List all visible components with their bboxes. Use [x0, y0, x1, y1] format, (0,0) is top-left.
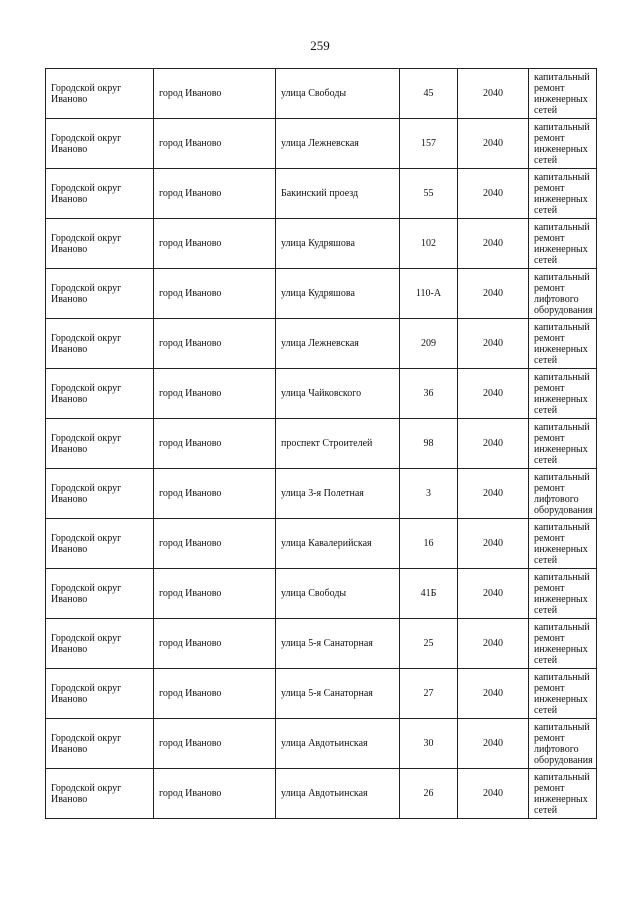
street-cell: улица Лежневская [276, 319, 400, 369]
work-type-cell: капитальный ремонт инженерных сетей [529, 169, 597, 219]
year-cell: 2040 [458, 269, 529, 319]
repair-schedule-table [45, 68, 597, 819]
table-row [46, 519, 597, 569]
house-cell: 36 [400, 369, 458, 419]
city-cell: город Иваново [154, 219, 276, 269]
year-cell: 2040 [458, 219, 529, 269]
district-cell: Городской округ Иваново [46, 769, 154, 819]
street-cell: улица Авдотьинская [276, 719, 400, 769]
house-cell: 157 [400, 119, 458, 169]
street-cell: улица Кудряшова [276, 219, 400, 269]
street-cell: улица Лежневская [276, 119, 400, 169]
house-cell: 110-А [400, 269, 458, 319]
street-cell: улица 5-я Санаторная [276, 669, 400, 719]
street-cell: улица Кудряшова [276, 269, 400, 319]
work-type-cell: капитальный ремонт инженерных сетей [529, 319, 597, 369]
table-body [46, 69, 597, 819]
table-row [46, 669, 597, 719]
street-cell: улица 3-я Полетная [276, 469, 400, 519]
city-cell: город Иваново [154, 669, 276, 719]
year-cell: 2040 [458, 469, 529, 519]
work-type-cell: капитальный ремонт инженерных сетей [529, 769, 597, 819]
work-type-cell: капитальный ремонт инженерных сетей [529, 219, 597, 269]
district-cell: Городской округ Иваново [46, 719, 154, 769]
city-cell: город Иваново [154, 419, 276, 469]
year-cell: 2040 [458, 319, 529, 369]
house-cell: 102 [400, 219, 458, 269]
year-cell: 2040 [458, 669, 529, 719]
year-cell: 2040 [458, 619, 529, 669]
district-cell: Городской округ Иваново [46, 369, 154, 419]
house-cell: 30 [400, 719, 458, 769]
district-cell: Городской округ Иваново [46, 219, 154, 269]
house-cell: 27 [400, 669, 458, 719]
house-cell: 16 [400, 519, 458, 569]
city-cell: город Иваново [154, 169, 276, 219]
district-cell: Городской округ Иваново [46, 669, 154, 719]
work-type-cell: капитальный ремонт инженерных сетей [529, 569, 597, 619]
district-cell: Городской округ Иваново [46, 619, 154, 669]
table-row [46, 619, 597, 669]
city-cell: город Иваново [154, 319, 276, 369]
work-type-cell: капитальный ремонт инженерных сетей [529, 669, 597, 719]
street-cell: Бакинский проезд [276, 169, 400, 219]
city-cell: город Иваново [154, 469, 276, 519]
district-cell: Городской округ Иваново [46, 269, 154, 319]
table-row [46, 419, 597, 469]
table-row [46, 569, 597, 619]
work-type-cell: капитальный ремонт инженерных сетей [529, 419, 597, 469]
table-row [46, 769, 597, 819]
house-cell: 98 [400, 419, 458, 469]
table-row [46, 269, 597, 319]
table-row [46, 219, 597, 269]
work-type-cell: капитальный ремонт инженерных сетей [529, 69, 597, 119]
table-row [46, 319, 597, 369]
work-type-cell: капитальный ремонт инженерных сетей [529, 619, 597, 669]
table-row [46, 369, 597, 419]
city-cell: город Иваново [154, 69, 276, 119]
work-type-cell: капитальный ремонт инженерных сетей [529, 519, 597, 569]
house-cell: 26 [400, 769, 458, 819]
year-cell: 2040 [458, 119, 529, 169]
house-cell: 55 [400, 169, 458, 219]
year-cell: 2040 [458, 769, 529, 819]
house-cell: 45 [400, 69, 458, 119]
street-cell: проспект Строителей [276, 419, 400, 469]
district-cell: Городской округ Иваново [46, 319, 154, 369]
street-cell: улица Свободы [276, 569, 400, 619]
street-cell: улица Кавалерийская [276, 519, 400, 569]
district-cell: Городской округ Иваново [46, 519, 154, 569]
street-cell: улица 5-я Санаторная [276, 619, 400, 669]
street-cell: улица Свободы [276, 69, 400, 119]
year-cell: 2040 [458, 569, 529, 619]
district-cell: Городской округ Иваново [46, 569, 154, 619]
city-cell: город Иваново [154, 119, 276, 169]
year-cell: 2040 [458, 719, 529, 769]
work-type-cell: капитальный ремонт лифтового оборудования [529, 269, 597, 319]
district-cell: Городской округ Иваново [46, 169, 154, 219]
table-row [46, 719, 597, 769]
district-cell: Городской округ Иваново [46, 69, 154, 119]
city-cell: город Иваново [154, 719, 276, 769]
district-cell: Городской округ Иваново [46, 419, 154, 469]
table-row [46, 469, 597, 519]
district-cell: Городской округ Иваново [46, 119, 154, 169]
work-type-cell: капитальный ремонт лифтового оборудования [529, 469, 597, 519]
work-type-cell: капитальный ремонт инженерных сетей [529, 369, 597, 419]
city-cell: город Иваново [154, 619, 276, 669]
page-number: 259 [310, 38, 330, 53]
year-cell: 2040 [458, 69, 529, 119]
city-cell: город Иваново [154, 269, 276, 319]
year-cell: 2040 [458, 169, 529, 219]
street-cell: улица Авдотьинская [276, 769, 400, 819]
table-row [46, 69, 597, 119]
house-cell: 3 [400, 469, 458, 519]
table-row [46, 169, 597, 219]
year-cell: 2040 [458, 369, 529, 419]
street-cell: улица Чайковского [276, 369, 400, 419]
work-type-cell: капитальный ремонт лифтового оборудования [529, 719, 597, 769]
city-cell: город Иваново [154, 769, 276, 819]
city-cell: город Иваново [154, 569, 276, 619]
house-cell: 41Б [400, 569, 458, 619]
district-cell: Городской округ Иваново [46, 469, 154, 519]
house-cell: 25 [400, 619, 458, 669]
year-cell: 2040 [458, 519, 529, 569]
city-cell: город Иваново [154, 519, 276, 569]
work-type-cell: капитальный ремонт инженерных сетей [529, 119, 597, 169]
house-cell: 209 [400, 319, 458, 369]
city-cell: город Иваново [154, 369, 276, 419]
table-row [46, 119, 597, 169]
year-cell: 2040 [458, 419, 529, 469]
